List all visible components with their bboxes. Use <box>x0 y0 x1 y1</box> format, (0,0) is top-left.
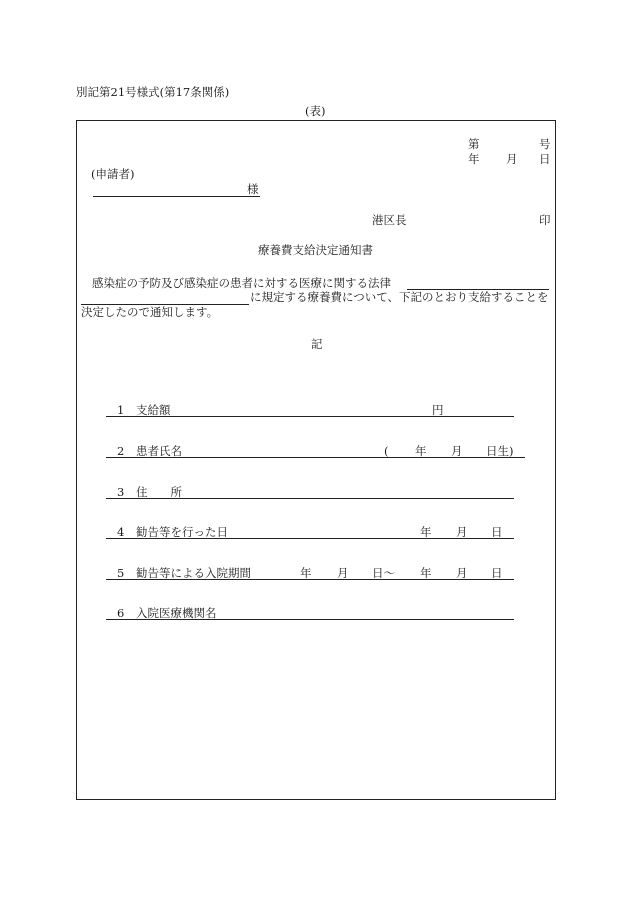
item5-line <box>106 579 514 580</box>
body-line-3: 決定したので通知します。 <box>81 305 219 319</box>
doc-number-suffix: 号 <box>539 137 551 151</box>
item1-line <box>106 416 514 417</box>
item5-to-day: 日 <box>491 566 503 580</box>
item5-label: 勧告等による入院期間 <box>136 566 251 580</box>
item3-line <box>106 498 514 499</box>
item4-number: 4 <box>117 525 125 539</box>
applicant-label: (申請者) <box>91 167 135 181</box>
doc-number-prefix: 第 <box>468 137 480 151</box>
issuer-title: 港区長 <box>372 213 407 227</box>
issuer-seal: 印 <box>539 213 551 227</box>
item5-number: 5 <box>117 566 125 580</box>
item4-month: 月 <box>456 525 468 539</box>
item6-line <box>106 619 514 620</box>
date-month: 月 <box>506 152 518 166</box>
item3-label: 住 所 <box>136 485 182 499</box>
document-title: 療養費支給決定通知書 <box>258 243 373 257</box>
side-label: (表) <box>305 104 326 118</box>
item6-label: 入院医療機関名 <box>136 606 217 620</box>
applicant-name-line <box>93 196 260 197</box>
ki-label: 記 <box>311 337 323 351</box>
item5-from-year: 年 <box>300 566 312 580</box>
applicant-honorific: 様 <box>247 182 259 196</box>
item2-open-paren: ( <box>384 444 389 458</box>
item5-to-year: 年 <box>420 566 432 580</box>
body-line-2: に規定する療養費について、下記のとおり支給することを <box>250 290 549 304</box>
item2-birth: 日生) <box>486 444 514 458</box>
item2-line <box>106 457 525 458</box>
item2-month: 月 <box>451 444 463 458</box>
item1-number: 1 <box>117 403 125 417</box>
item4-line <box>106 538 514 539</box>
item5-from-day: 日〜 <box>372 566 395 580</box>
item1-unit: 円 <box>432 403 444 417</box>
item4-year: 年 <box>420 525 432 539</box>
item5-to-month: 月 <box>456 566 468 580</box>
date-year: 年 <box>468 152 480 166</box>
form-frame <box>76 120 556 800</box>
body-line-1: 感染症の予防及び感染症の患者に対する医療に関する法律 <box>92 276 391 290</box>
item3-number: 3 <box>117 485 125 499</box>
date-day: 日 <box>539 152 551 166</box>
item2-label: 患者氏名 <box>136 444 182 458</box>
form-label: 別記第21号様式(第17条関係) <box>76 85 230 99</box>
item4-day: 日 <box>491 525 503 539</box>
item2-number: 2 <box>117 444 125 458</box>
item1-label: 支給額 <box>136 403 171 417</box>
item5-from-month: 月 <box>337 566 349 580</box>
item2-year: 年 <box>415 444 427 458</box>
item6-number: 6 <box>117 606 125 620</box>
item4-label: 勧告等を行った日 <box>136 525 228 539</box>
